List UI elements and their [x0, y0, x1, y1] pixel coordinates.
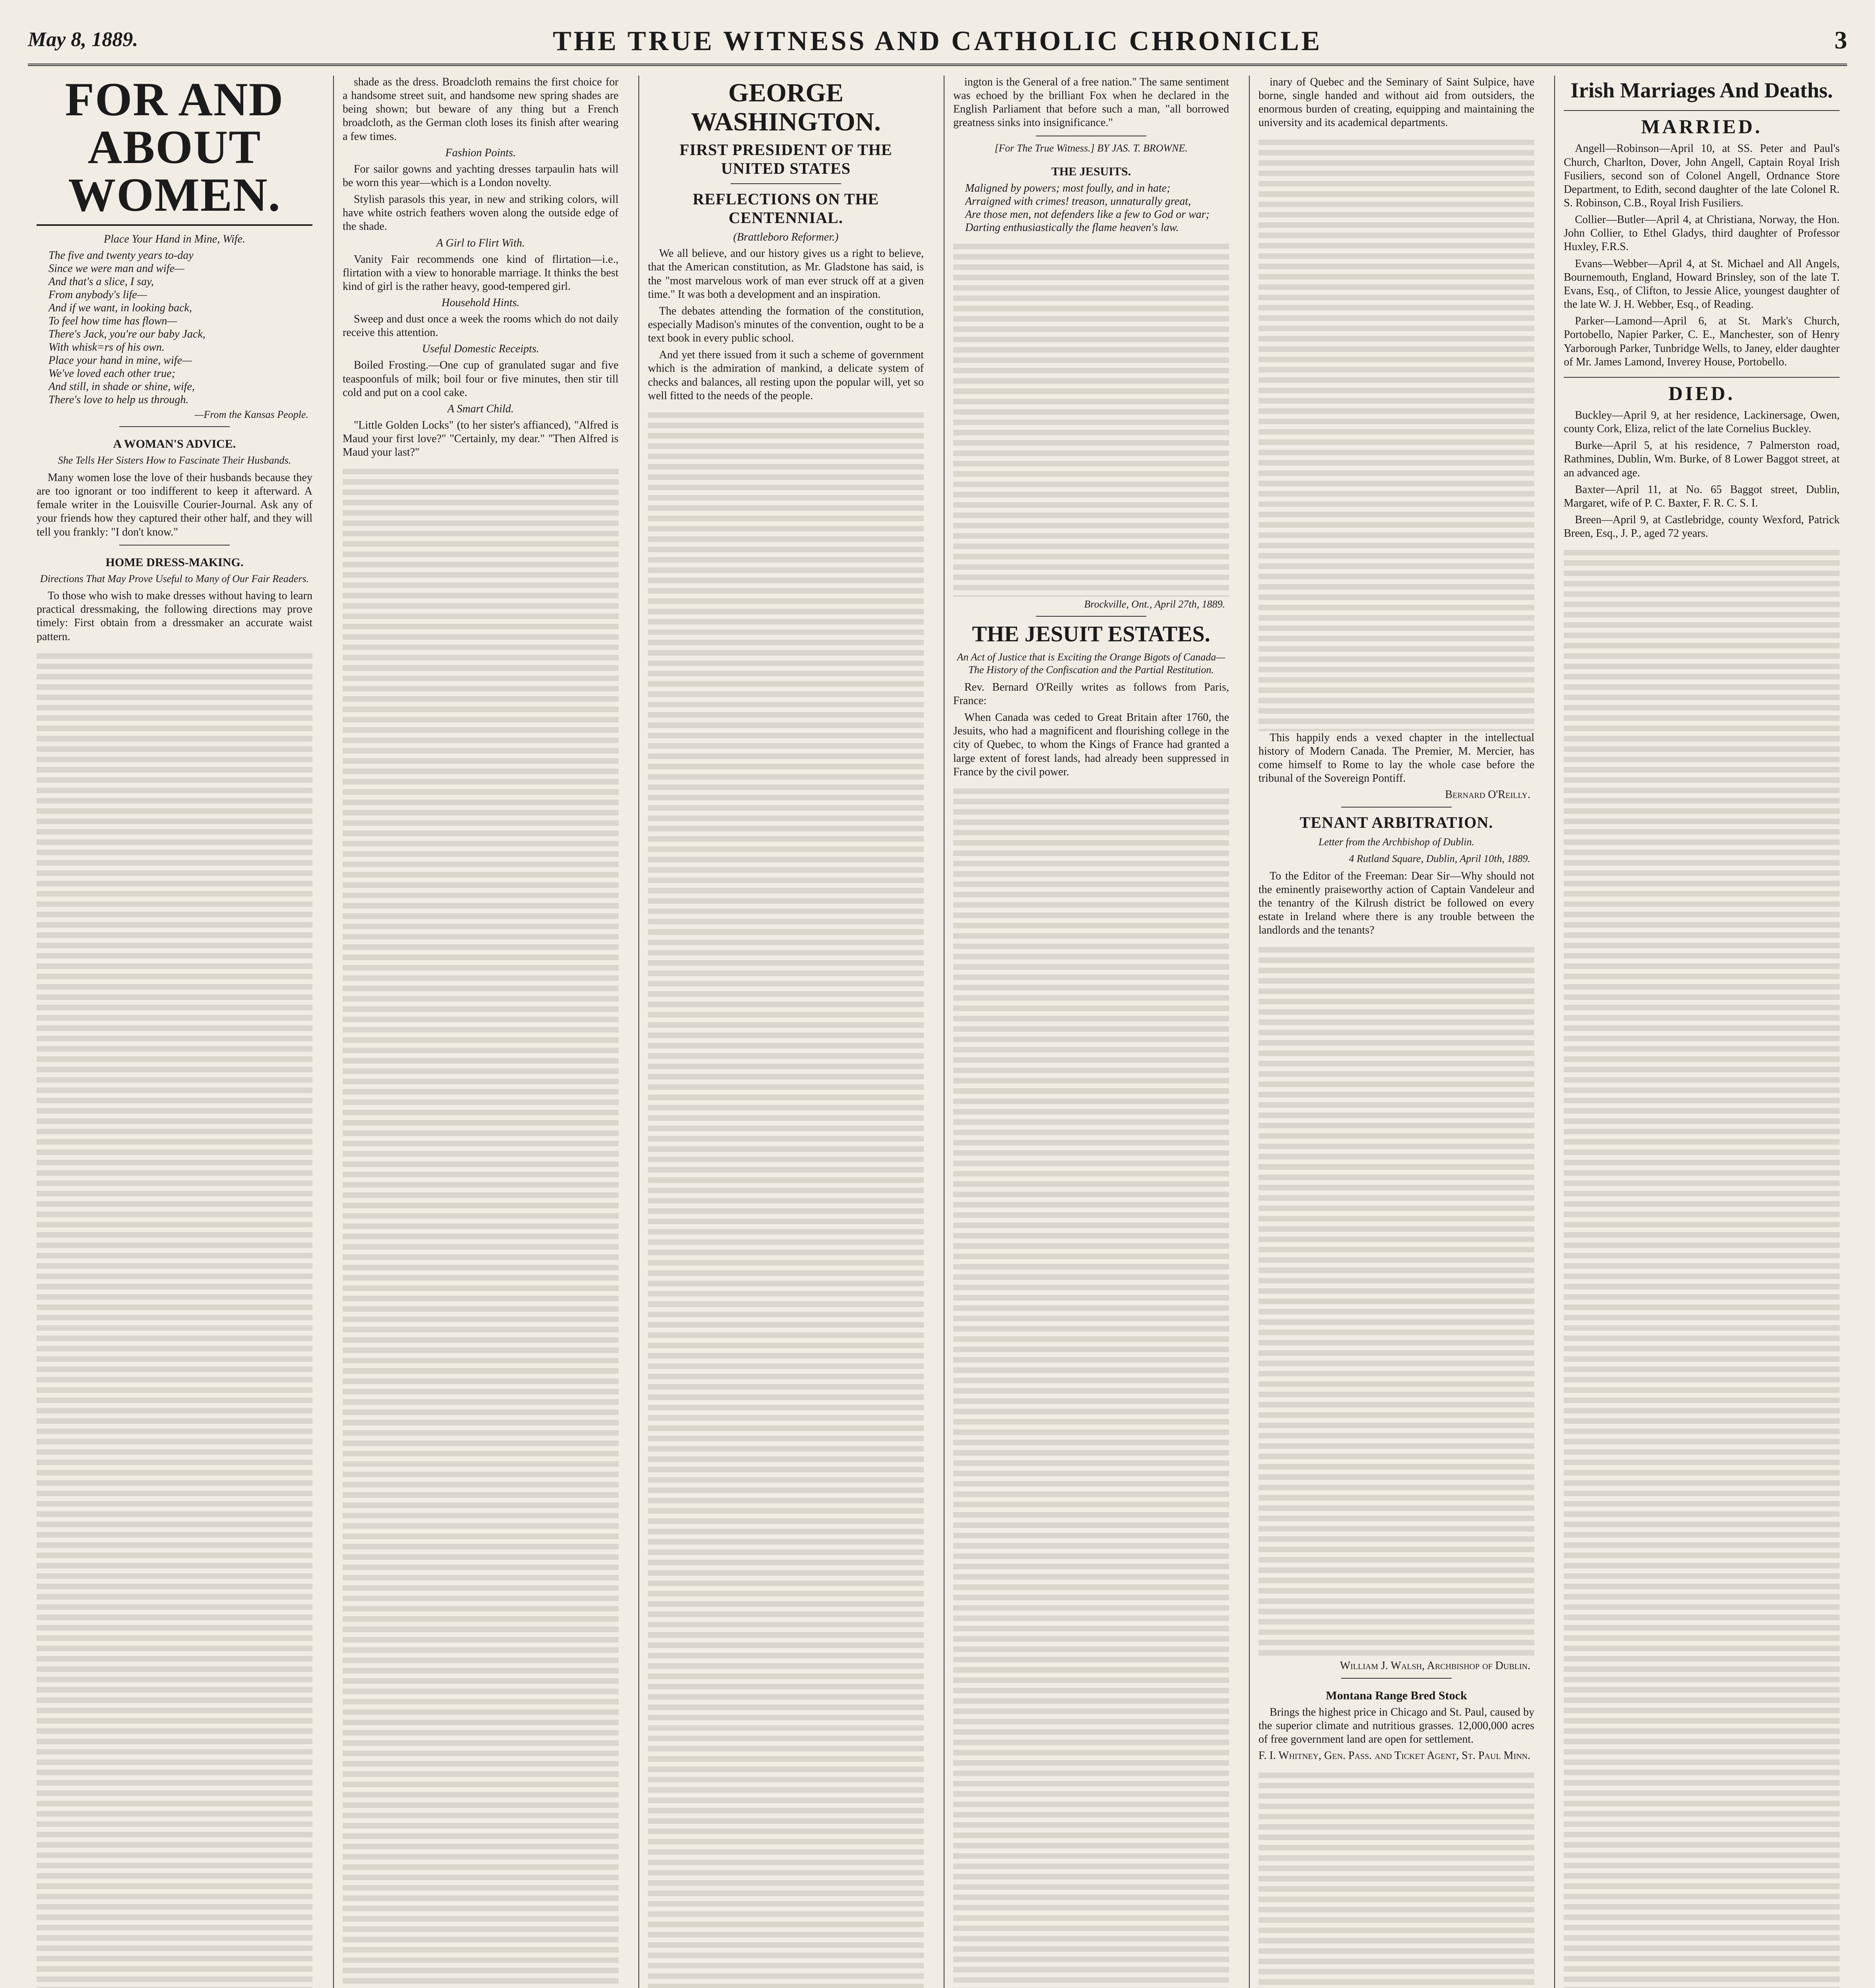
signature-walsh: William J. Walsh, Archbishop of Dublin. [1340, 1659, 1530, 1672]
body-text-block [1258, 1768, 1534, 1988]
advice-subtitle: She Tells Her Sisters How to Fascinate Their Husbands. [58, 454, 291, 466]
divider [731, 183, 841, 184]
marriage-notice: Parker—Lamond—April 6, at St. Mark's Church, Portobello, Napier Parker, C. E., Manchester, son of Henry Yarborough Parker, Tunbridge Wells, to Janey, elder daughter of Mr. James Lamond, Inverey House, Portobello. [1564, 315, 1840, 368]
notices-text-block [1564, 545, 1840, 1988]
poem-credit: —From the Kansas People. [194, 409, 308, 421]
columns [28, 76, 1847, 1988]
jesuits-poem-credit: Brockville, Ont., April 27th, 1889. [1084, 598, 1225, 610]
stock-paragraph: Brings the highest price in Chicago and St. Paul, caused by the superior climate and nutritious grasses. 12,000,000 acres of free government land are open for settlement. [1258, 1706, 1534, 1745]
death-notice: Burke—April 5, at his residence, 7 Palmerston road, Rathmines, Dublin, Wm. Burke, of 8 Lower Baggot street, at an advanced age. [1564, 439, 1840, 479]
body-text-block [1258, 942, 1534, 1658]
tenant-subtitle: Letter from the Archbishop of Dublin. [1319, 836, 1474, 848]
marriages-deaths-title: Irish Marriages And Deaths. [1571, 78, 1833, 102]
issue-date: May 8, 1889. [28, 28, 138, 51]
body-text-block [953, 784, 1229, 1988]
jesuits-poem-title: THE JESUITS. [1051, 165, 1131, 179]
divider [119, 545, 230, 546]
newspaper-title: THE TRUE WITNESS AND CATHOLIC CHRONICLE [553, 26, 1322, 56]
fashion-paragraph: Stylish parasols this year, in new and striking colors, will have white ostrich feathers woven along the outside edge of the shade. [343, 193, 619, 233]
washington-source: (Brattleboro Reformer.) [733, 231, 839, 244]
washington-paragraph: And yet there issued from it such a scheme of government which is the admiration of mankind, a delicate system of checks and balances, all resting upon the popular will, yet so well fitted to the needs of the people. [648, 349, 924, 402]
newspaper-page [28, 16, 1847, 1988]
washington-deck: REFLECTIONS ON THE CENTENNIAL. [692, 190, 879, 227]
death-notice: Buckley—April 9, at her residence, Lackinersage, Owen, county Cork, Eliza, relict of the late Cornelius Buckley. [1564, 409, 1840, 435]
women-banner: FOR AND ABOUT WOMEN. [37, 76, 312, 226]
column-1 [28, 76, 321, 1988]
jesuit-estates-closing-paragraph: This happily ends a vexed chapter in the intellectual history of Modern Canada. The Premier, M. Mercier, has come himself to Rome to lay the whole case before the tribunal of the Sovereign Pontiff. [1258, 731, 1534, 785]
advice-paragraph: Many women lose the love of their husbands because they are too ignorant or too indifferent to keep it afterward. A female writer in the Louisville Courier-Journal. Ask any of your friends how they captured their other half, and they will tell you frankly: "I don't know." [37, 471, 312, 538]
fashion-paragraph: For sailor gowns and yachting dresses tarpaulin hats will be worn this year—which is a London novelty. [343, 163, 619, 189]
advice-title: A WOMAN'S ADVICE. [113, 437, 236, 451]
marriage-notice: Collier—Butler—April 4, at Christiana, Norway, the Hon. John Collier, to Ethel Gladys, third daughter of Professor Huxley, F.R.S. [1564, 214, 1840, 253]
body-text-block [343, 464, 619, 1988]
fashion-title: Fashion Points. [445, 146, 516, 159]
girl-title: A Girl to Flirt With. [436, 237, 525, 249]
jesuit-estates-paragraph: When Canada was ceded to Great Britain after 1760, the Jesuits, who had a magnificent and flourishing college in the city of Quebec, to whom the Kings of France had granted a large extent of forest lands, had already been suppressed in France by the civil power. [953, 711, 1229, 778]
dress-title: HOME DRESS-MAKING. [105, 555, 244, 569]
hints-paragraph: Sweep and dust once a week the rooms which do not daily receive this attention. [343, 313, 619, 339]
died-heading: DIED. [1564, 377, 1840, 405]
child-title: A Smart Child. [447, 402, 514, 415]
divider [1341, 1678, 1452, 1679]
hints-title: Household Hints. [442, 297, 520, 309]
signature-oreilly: Bernard O'Reilly. [1445, 788, 1530, 801]
jesuit-estates-paragraph: Rev. Bernard O'Reilly writes as follows from Paris, France: [953, 681, 1229, 707]
column-3 [638, 76, 933, 1988]
married-heading: MARRIED. [1564, 110, 1840, 138]
poem-title: Place Your Hand in Mine, Wife. [104, 233, 245, 245]
washington-continued-paragraph: ington is the General of a free nation." The same sentiment was echoed by the brilliant Fox when he declared in the English Parliament that before such a man, "all borrowed greatness sinks into insignificance." [953, 76, 1229, 129]
column-5 [1249, 76, 1543, 1988]
washington-title: GEORGE WASHINGTON. [691, 78, 881, 136]
death-notice: Baxter—April 11, at No. 65 Baggot street, Dublin, Margaret, wife of P. C. Baxter, F. R. C. S. I. [1564, 483, 1840, 509]
fashion-intro-paragraph: shade as the dress. Broadcloth remains the first choice for a handsome street suit, and handsome new spring shades are being shown; but beware of any thing but a French broadcloth, as the German cloth loses its finish after wearing a few times. [343, 76, 619, 143]
tenant-paragraph: To the Editor of the Freeman: Dear Sir—Why should not the eminently praiseworthy action of Captain Vandeleur and the tenantry of the Kilrush district be followed on every estate in Ireland where there is any trouble between the landlords and the tenants? [1258, 870, 1534, 937]
column-4 [944, 76, 1238, 1988]
poem-text-block [953, 239, 1229, 597]
body-text-block [648, 408, 924, 1988]
recipes-title: Useful Domestic Receipts. [422, 343, 539, 355]
page-number: 3 [1834, 26, 1847, 54]
tenant-title: TENANT ARBITRATION. [1299, 813, 1493, 832]
washington-subtitle: FIRST PRESIDENT OF THE UNITED STATES [679, 141, 892, 178]
washington-paragraph: We all believe, and our history gives us a right to believe, that the American constitution, as Mr. Gladstone has said, is the "most marvelous work of man ever struck off at a given time." It was both a development and an inspiration. [648, 247, 924, 301]
marriage-notice: Evans—Webber—April 4, at St. Michael and All Angels, Bournemouth, England, Howard Brinsley, son of the late T. Evans, Esq., of Clifton, to Jessie Alice, youngest daughter of the late W. J. H. Webber, Esq., of Reading. [1564, 257, 1840, 311]
jesuit-estates-continued-paragraph: inary of Quebec and the Seminary of Saint Sulpice, have borne, single handed and without aid from outsiders, the enormous burden of creating, equipping and maintaining the university and its academical departments. [1258, 76, 1534, 129]
stock-title: Montana Range Bred Stock [1326, 1689, 1467, 1702]
girl-paragraph: Vanity Fair recommends one kind of flirtation—i.e., flirtation with a view to honorable marriage. It thinks the best kind of girl is the rather heavy, good-tempered girl. [343, 253, 619, 293]
jesuit-estates-title: THE JESUIT ESTATES. [972, 622, 1210, 647]
divider [1341, 807, 1452, 808]
divider [119, 426, 230, 427]
washington-paragraph: The debates attending the formation of the constitution, especially Madison's minutes of the convention, ought to be a text book in every public school. [648, 305, 924, 345]
dress-subtitle: Directions That May Prove Useful to Many of Our Fair Readers. [40, 573, 309, 584]
body-text-block [1258, 135, 1534, 731]
column-6 [1554, 76, 1848, 1988]
child-paragraph: "Little Golden Locks" (to her sister's affianced), "Alfred is Maud your first love?" "Certainly, my dear." "Then Alfred is Maud your last?" [343, 419, 619, 459]
dress-paragraph: To those who wish to make dresses without having to learn practical dressmaking, the following directions may prove timely: First obtain from a dressmaker an accurate waist pattern. [37, 590, 312, 643]
masthead [28, 16, 1847, 66]
poem-body: The five and twenty years to-day Since we were man and wife— And that's a slice, I say, From anybody's life— And if we want, in looking back, To feel how time has flown— There's Jack, you're our baby Jack, With whisk=rs of his own. Place your hand in mine, wife— We've loved each other true; And still, in shade or shine, wife, There's love to help us through. [48, 249, 206, 406]
jesuits-poem-byline: [For The True Witness.] BY JAS. T. BROWNE. [995, 142, 1188, 154]
death-notice: Breen—April 9, at Castlebridge, county Wexford, Patrick Breen, Esq., J. P., aged 72 years. [1564, 513, 1840, 540]
marriage-notice: Angell—Robinson—April 10, at SS. Peter and Paul's Church, Charlton, Dover, John Angell, Captain Royal Irish Fusiliers, second son of Colonel Angell, Ordnance Store Department, to Edith, second daughter of the late Colonel R. S. Robinson, C.B., Royal Irish Fusiliers. [1564, 142, 1840, 210]
divider [1036, 616, 1146, 617]
body-text-block [37, 648, 312, 1988]
jesuit-estates-subtitle: An Act of Justice that is Exciting the Orange Bigots of Canada—The History of the Confiscation and the Partial Restitution. [957, 651, 1225, 676]
jesuits-poem-body: Maligned by powers; most foully, and in hate; Arraigned with crimes! treason, unnaturally great, Are those men, not defenders like a few to God or war; Darting enthusiastically the flame heaven's law. [965, 182, 1210, 234]
tenant-address: 4 Rutland Square, Dublin, April 10th, 1889. [1349, 852, 1530, 864]
recipes-paragraph: Boiled Frosting.—One cup of granulated sugar and five teaspoonfuls of milk; boil four or five minutes, then stir till cold and put on a cool cake. [343, 359, 619, 399]
column-2 [333, 76, 627, 1988]
signature-whitney: F. I. Whitney, Gen. Pass. and Ticket Agent, St. Paul Minn. [1258, 1749, 1530, 1762]
